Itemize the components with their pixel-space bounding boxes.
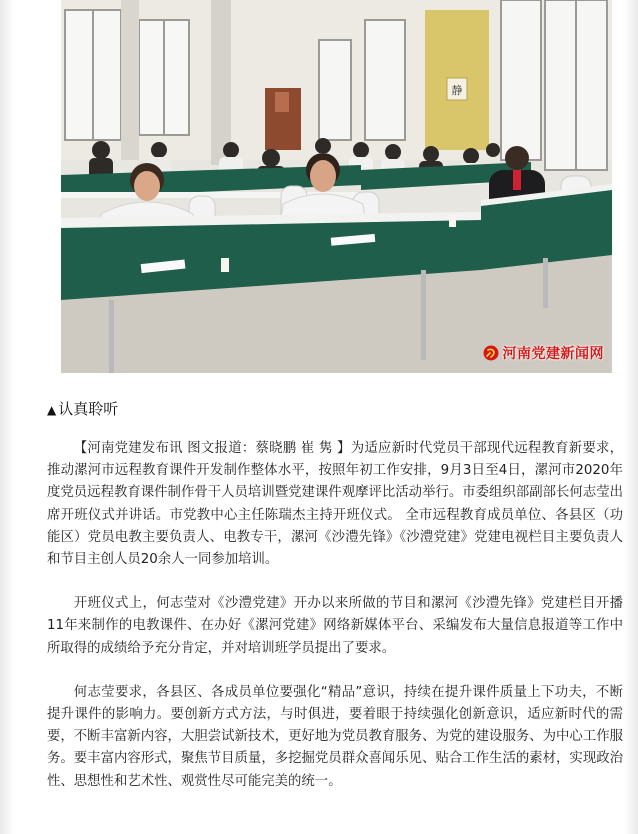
triangle-up-icon: ▲: [47, 403, 57, 417]
paragraph-1: [47, 438, 623, 571]
page-margin-left: [0, 0, 14, 834]
article-body: [47, 438, 623, 793]
party-emblem-icon: [483, 345, 499, 361]
caption-text: 认真聆听: [58, 400, 119, 418]
watermark: [483, 343, 605, 363]
wall-sign: 静: [451, 84, 463, 97]
page-margin-right: [624, 0, 638, 834]
watermark-text: 河南党建新闻网: [502, 346, 604, 362]
paragraph-3: 何志莹要求，各县区、各成员单位要强化“精品”意识，持续在提升课件质量上下功夫，不断提升课件的影响力。要创新方式方法，与时俱进，要着眼于持续强化创新意识，适应新时代的需要，不断丰富新内容，大胆尝试新技术，更好地为党员教育服务、为党的建设服务、为中心工作服务。要丰富内容形式，聚焦节目质量，多挖掘党员群众喜闻乐见、贴合工作生活的素材，实现政治性、思想性和艺术性、观赏性尽可能完美的统一。: [47, 684, 623, 789]
photo-caption: [47, 398, 118, 419]
meeting-room-illustration: [61, 0, 612, 373]
paragraph-1-text: 为适应新时代党员干部现代远程教育新要求，推动漯河市远程教育课件开发制作整体水平，按照年初工作安排，9月3日至4日，漯河市2020年度党员远程教育课件制作骨干人员培训暨党建课件观摩评比活动举行。市委组织部副部长何志莹出席开班仪式并讲话。市党教中心主任陈瑞杰主持开班仪式。 全市远程教育成员单位、各县区（功能区）党员电教主要负责人、电教专干，漯河《沙澧先锋》《沙澧党建》党建电视栏目主要负责人和节目主创人员20余人一同参加培训。: [47, 441, 623, 568]
news-photo: [61, 0, 612, 373]
paragraph-2: 开班仪式上，何志莹对《沙澧党建》开办以来所做的节目和漯河《沙澧先锋》党建栏目开播11年来制作的电教课件、在办好《漯河党建》网络新媒体平台、采编发布大量信息报道等工作中所取得的成绩给予充分肯定，并对培训班学员提出了要求。: [47, 596, 623, 656]
byline: 【河南党建发布讯 图文报道：蔡晓鹏 崔 隽 】: [73, 441, 351, 456]
